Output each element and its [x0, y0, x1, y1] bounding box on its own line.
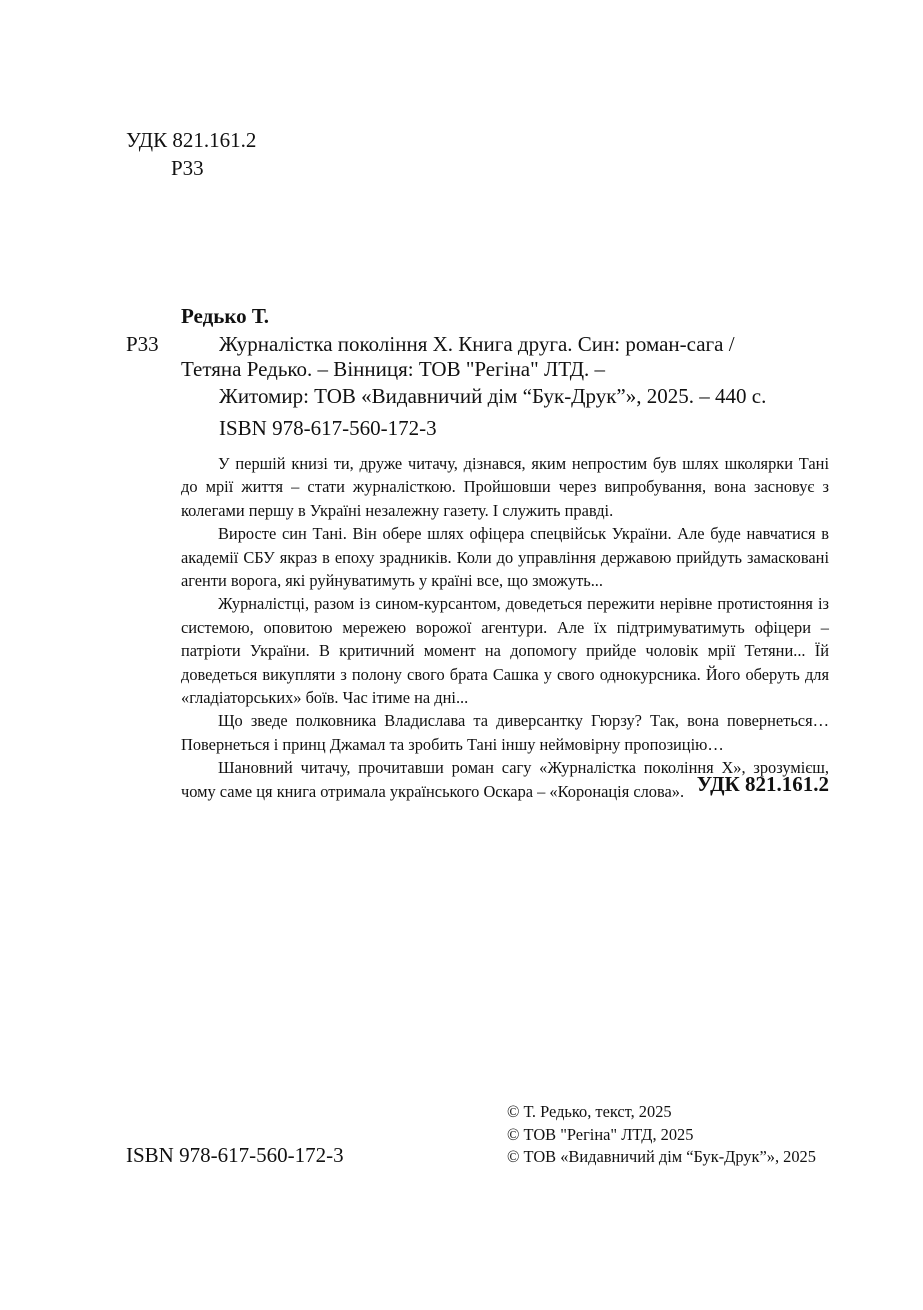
udk-code: УДК 821.161.2 — [126, 128, 257, 152]
catalog-author-code: Р33 — [126, 332, 159, 356]
annotation — [181, 452, 829, 803]
copyright-line: © ТОВ «Видавничий дім “Бук-Друк”», 2025 — [507, 1147, 816, 1166]
annotation-paragraph: Шановний читачу, прочитавши роман сагу «Журналістка покоління Х», зрозумієш, чому саме ця книга отримала українського Оскара – «Коронація слова». — [181, 758, 829, 801]
annotation-paragraph: У першій книзі ти, друже читачу, дізнався, яким непростим був шлях школярки Тані до мрії життя – стати журналісткою. Пройшовши через випробування, вона засновує з колегами першу в Україні незалежну газету. І служить правді. — [181, 454, 829, 520]
copyright-block — [507, 1101, 816, 1169]
catalog-isbn: ISBN 978-617-560-172-3 — [219, 416, 437, 440]
catalog-title-line-2: Тетяна Редько. – Вінниця: ТОВ "Регіна" ЛТД. – — [181, 357, 606, 381]
copyright-line: © Т. Редько, текст, 2025 — [507, 1102, 672, 1121]
annotation-udk: УДК 821.161.2 — [696, 772, 829, 796]
catalog-title-line-3: Житомир: ТОВ «Видавничий дім “Бук-Друк”», 2025. – 440 с. — [219, 384, 767, 408]
annotation-paragraph: Журналістці, разом із сином-курсантом, доведеться пережити нерівне протистояння із системою, оповитою мережею ворожої агентури. Але їх підтримуватимуть офіцери – патріоти України. В критичний момент на допомогу прийде чоловік мрії Тетяни... Їй доведеться викупляти з полону свого брата Сашка у свого однокурсника. Його оберуть для «гладіаторських» боїв. Час ітиме на дні... — [181, 594, 829, 708]
author-sign-code: Р33 — [171, 156, 204, 180]
annotation-paragraph: Виросте син Тані. Він обере шлях офіцера спецвійськ України. Але буде навчатися в академії СБУ якраз в епоху зрадників. Коли до управління державою прийдуть замасковані агенти ворога, які руйнуватимуть у країні все, що зможуть... — [181, 524, 829, 591]
annotation-paragraph: Що зведе полковника Владислава та диверсантку Гюрзу? Так, вона повернеться… Повернеться і принц Джамал та зробить Тані іншу неймовірну пропозицію… — [181, 711, 829, 754]
copyright-line: © ТОВ "Регіна" ЛТД, 2025 — [507, 1124, 694, 1144]
catalog-title-line-1: Журналістка покоління Х. Книга друга. Син: роман-сага / — [219, 332, 735, 356]
catalog-author: Редько Т. — [181, 304, 270, 328]
footer-isbn: ISBN 978-617-560-172-3 — [126, 1143, 344, 1167]
